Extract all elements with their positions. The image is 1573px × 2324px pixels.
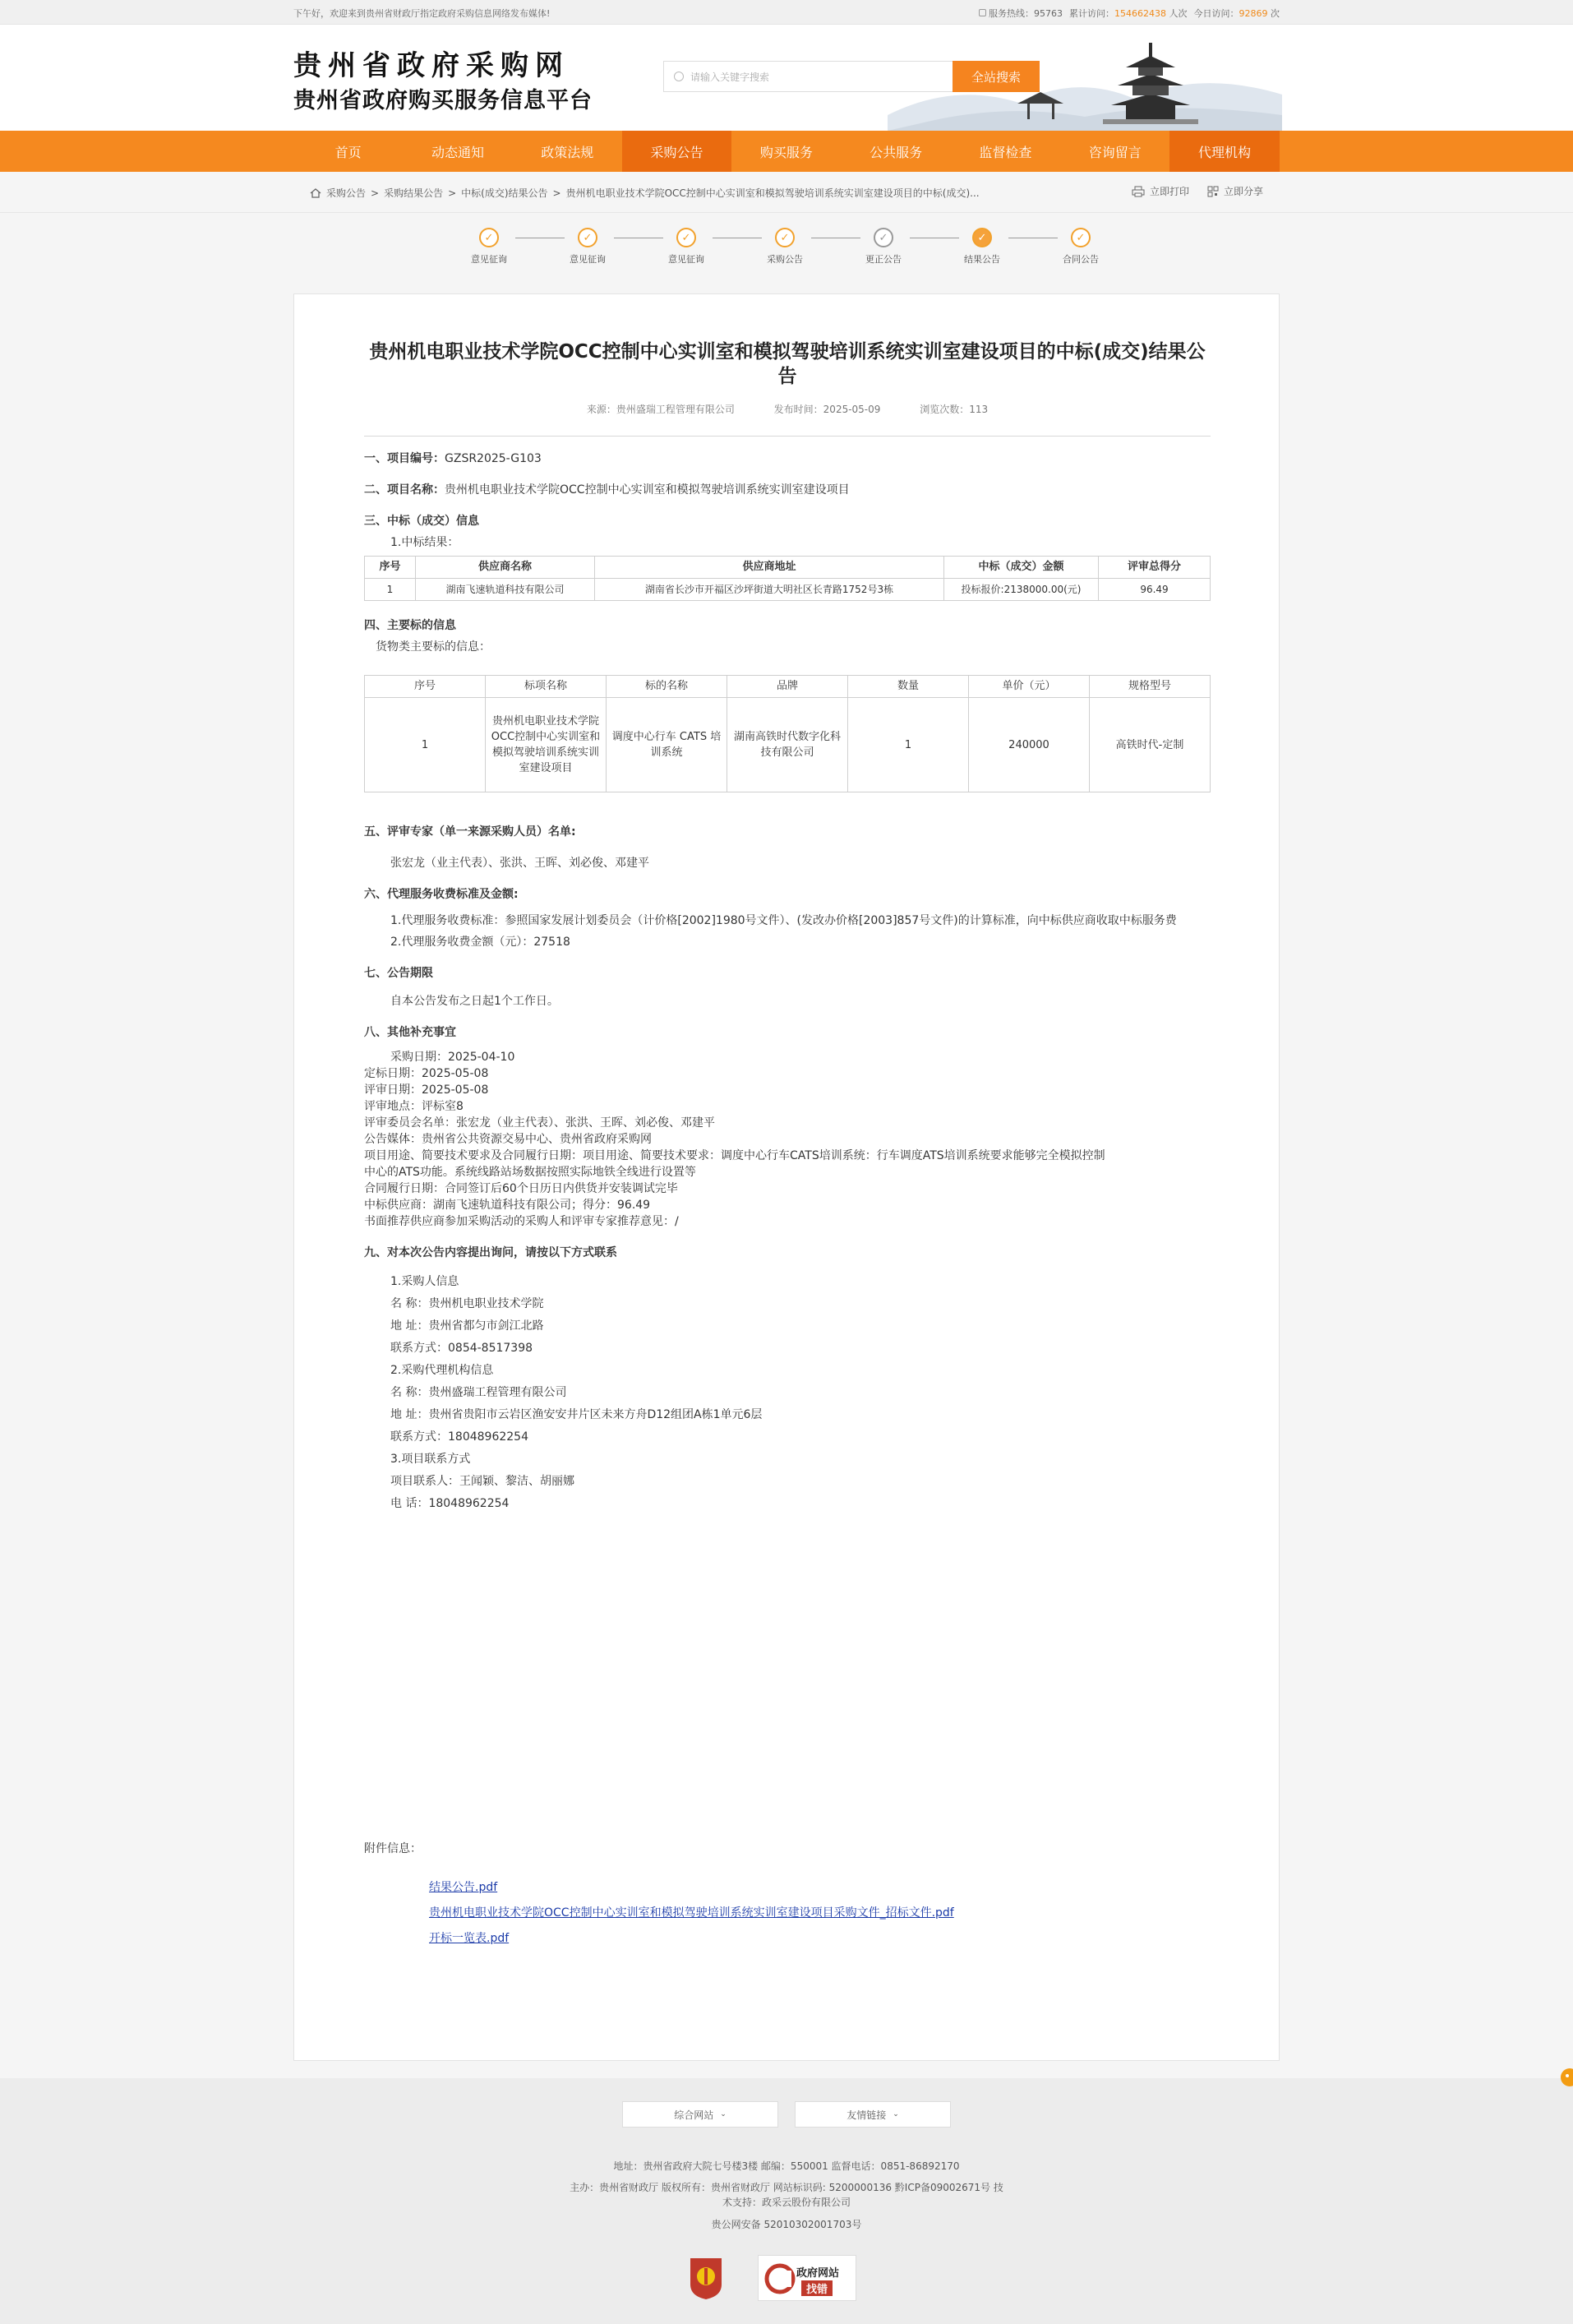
footer-police-record: 贵公网安备 52010302001703号 (711, 2219, 862, 2230)
print-button[interactable]: 立即打印 (1132, 184, 1189, 198)
section-project-name: 二、项目名称：贵州机电职业技术学院OCC控制中心实训室和模拟驾驶培训系统实训室建设项目 (364, 483, 850, 497)
breadcrumb-item[interactable]: 中标(成交)结果公告 (461, 187, 548, 199)
total-visits: 累计访问：154662438 人次 (1069, 8, 1188, 19)
top-bar (0, 0, 1573, 25)
article-views: 浏览次数：113 (920, 404, 989, 415)
breadcrumb: 采购公告 > 采购结果公告 > 中标(成交)结果公告 > 贵州机电职业技术学院OCC控制中心实训室和模拟驾驶培训系统实训室建设项目的中标(成交)... (310, 186, 980, 200)
step-7: ✓ 合同公告 (1056, 228, 1105, 266)
agency-fee-standard: 1.代理服务收费标准：参照国家发展计划委员会（计价格[2002]1980号文件）、(发改办价格[2003]857号文件)的计算标准，向中标供应商收取中标服务费 (390, 914, 1177, 927)
table-header-row: 序号 供应商名称 供应商地址 中标（成交）金额 评审总得分 (365, 557, 1211, 579)
step-3: ✓ 意见征询 (662, 228, 711, 266)
award-result-label: 1.中标结果： (390, 536, 459, 549)
divider (364, 436, 1211, 437)
printer-icon (1132, 186, 1145, 197)
qrcode-icon (1207, 186, 1219, 197)
chevron-down-icon: ⌄ (893, 2110, 899, 2118)
nav-news[interactable]: 动态通知 (431, 144, 484, 160)
friendly-links-dropdown[interactable]: 友情链接 ⌄ (795, 2101, 951, 2128)
breadcrumb-current: 贵州机电职业技术学院OCC控制中心实训室和模拟驾驶培训系统实训室建设项目的中标(成交)... (565, 187, 980, 199)
table-row: 1 贵州机电职业技术学院OCC控制中心实训室和模拟驾驶培训系统实训室建设项目 调度中心行车 CATS 培训系统 湖南高铁时代数字化科 技有限公司 1 240000 高铁时代-定制 (365, 698, 1211, 792)
award-result-table (364, 556, 1211, 601)
step-5: ✓ 更正公告 (859, 228, 908, 266)
article-date: 发布时间：2025-05-09 (773, 404, 881, 415)
page-tools (1132, 184, 1263, 198)
attachment-link[interactable]: 贵州机电职业技术学院OCC控制中心实训室和模拟驾驶培训系统实训室建设项目采购文件_招标文件.pdf (429, 1906, 954, 1920)
attachments (364, 1840, 1211, 1952)
goods-label: 货物类主要标的信息： (376, 640, 491, 654)
attachment-link[interactable]: 开标一览表.pdf (429, 1932, 510, 1945)
share-button[interactable]: 立即分享 (1207, 184, 1263, 198)
nav-public-service[interactable]: 公共服务 (870, 144, 923, 160)
contact-info: 1.采购人信息 名 称：贵州机电职业技术学院 地 址：贵州省都匀市剑江北路 联系方式：0854-8517398 2.采购代理机构信息 名 称：贵州盛瑞工程管理有限公司 地 址：贵州省贵阳市云岩区渔安安井片区未来方舟D12组团A栋1单元6层 联系方式：18048962254 3.项目联系方式 项目联系人：王闻颖、黎洁、胡丽娜 电 话：18048962254 (390, 1275, 763, 1510)
gov-website-error-badge[interactable]: 政府网站 找错 (758, 2255, 856, 2301)
agency-fee-amount: 2.代理服务收费金额（元）：27518 (390, 936, 570, 949)
nav-purchase-service[interactable]: 购买服务 (759, 144, 813, 160)
site-header (0, 25, 1573, 131)
supplement-text: 采购日期：2025-04-10 定标日期：2025-05-08 评审日期：2025-05-08 评审地点：评标室8 评审委员会名单：张宏龙（业主代表）、张洪、王晖、刘必俊、邓建平 公告媒体：贵州省公共资源交易中心、贵州省政府采购网 项目用途、简要技术要求及合同履行日期：项目用途、简要技术要求：调度中心行车CATS培训系统：行车调度ATS培训系统要求能够完全模拟控制 中心的ATS功能。系统线路站场数据按照实际地铁全线进行设置等 合同履行日期：合同签订后60个日历日内供货并安装调试完毕 中标供应商：湖南飞速轨道科技有限公司；得分：96.49 书面推荐供应商参加采购活动的采购人和评审专家推荐意见：/ (364, 1051, 1105, 1228)
check-icon: ✓ (1071, 228, 1091, 247)
nav-consultation[interactable]: 咨询留言 (1088, 144, 1142, 160)
footer-tech-support: 术支持：政采云股份有限公司 (722, 2197, 851, 2208)
nav-supervision[interactable]: 监督检查 (979, 144, 1032, 160)
nav-procurement-notice[interactable]: 采购公告 (622, 131, 731, 172)
check-icon: ✓ (874, 228, 893, 247)
notice-period-text: 自本公告发布之日起1个工作日。 (390, 995, 559, 1008)
article-body (364, 450, 1211, 1515)
search-icon (674, 72, 684, 81)
floating-mascot-icon[interactable] (1558, 2065, 1573, 2090)
section-notice-period: 七、公告期限 (364, 967, 433, 980)
step-1: ✓ 意见征询 (464, 228, 514, 266)
section-supplement: 八、其他补充事宜 (364, 1026, 456, 1039)
check-icon: ✓ (775, 228, 795, 247)
section-main-items: 四、主要标的信息 (364, 619, 456, 632)
process-steps (464, 228, 1105, 277)
error-circle-icon (763, 2262, 796, 2295)
breadcrumb-item[interactable]: 采购结果公告 (384, 187, 444, 199)
section-experts: 五、评审专家（单一来源采购人员）名单: (364, 825, 576, 839)
section-contact: 九、对本次公告内容提出询问，请按以下方式联系 (364, 1246, 617, 1259)
table-header-row: 序号 标项名称 标的名称 品牌 数量 单价（元） 规格型号 (365, 676, 1211, 698)
footer-sponsor: 主办：贵州省财政厅 版权所有：贵州省财政厅 网站标识码: 5200000136 黔ICP备09002671号 技 (570, 2182, 1003, 2193)
article-title: 贵州机电职业技术学院OCC控制中心实训室和模拟驾驶培训系统实训室建设项目的中标(成交)结果公告 (369, 341, 1206, 387)
article-source: 来源：贵州盛瑞工程管理有限公司 (586, 404, 735, 415)
welcome-text: 下午好，欢迎来到贵州省财政厅指定政府采购信息网络发布媒体! (293, 8, 551, 19)
section-award-info: 三、中标（成交）信息 (364, 515, 479, 528)
search-placeholder: 请输入关键字搜索 (690, 71, 770, 83)
article-panel (293, 293, 1280, 2061)
nav-agency[interactable]: 代理机构 (1169, 131, 1279, 172)
site-logo-title[interactable]: 贵州省政府采购网 (293, 49, 570, 82)
experts-list: 张宏龙（业主代表）、张洪、王晖、刘必俊、邓建平 (390, 857, 649, 870)
breadcrumb-item[interactable]: 采购公告 (326, 187, 367, 199)
step-4: ✓ 采购公告 (760, 228, 810, 266)
site-logo-subtitle[interactable]: 贵州省政府购买服务信息平台 (293, 88, 593, 113)
article-meta (294, 402, 1280, 416)
breadcrumb-bar (0, 172, 1573, 213)
today-visits: 今日访问：92869 次 (1193, 8, 1280, 19)
pagoda-scenery-image (888, 25, 1282, 131)
check-icon: ✓ (479, 228, 499, 247)
comprehensive-sites-dropdown[interactable]: 综合网站 ⌄ (622, 2101, 778, 2128)
attachments-label: 附件信息： (364, 1842, 422, 1855)
step-2: ✓ 意见征询 (563, 228, 612, 266)
phone-icon (979, 9, 986, 16)
section-project-number: 一、项目编号：GZSR2025-G103 (364, 452, 542, 465)
hotline: 服务热线：95763 (979, 7, 1063, 20)
check-icon: ✓ (578, 228, 597, 247)
check-icon: ✓ (676, 228, 696, 247)
section-agency-fee: 六、代理服务收费标准及金额: (364, 888, 519, 901)
footer-address: 地址：贵州省政府大院七号楼3楼 邮编：550001 监督电话：0851-86892170 (613, 2160, 960, 2172)
table-row: 1 湖南飞速轨道科技有限公司 湖南省长沙市开福区沙坪街道大明社区长青路1752号3栋 投标报价:2138000.00(元) 96.49 (365, 579, 1211, 601)
site-stats (979, 7, 1280, 20)
check-icon: ✓ (972, 228, 992, 247)
step-6: ✓ 结果公告 (957, 228, 1007, 266)
attachment-link[interactable]: 结果公告.pdf (429, 1881, 498, 1894)
search-button[interactable]: 全站搜索 (953, 61, 1040, 92)
goods-table (364, 675, 1211, 792)
party-emblem-icon[interactable] (687, 2255, 725, 2301)
home-icon[interactable] (310, 188, 321, 198)
main-nav (0, 131, 1573, 172)
chevron-down-icon: ⌄ (720, 2110, 727, 2118)
nav-home[interactable]: 首页 (334, 144, 362, 160)
nav-policy[interactable]: 政策法规 (541, 144, 594, 160)
